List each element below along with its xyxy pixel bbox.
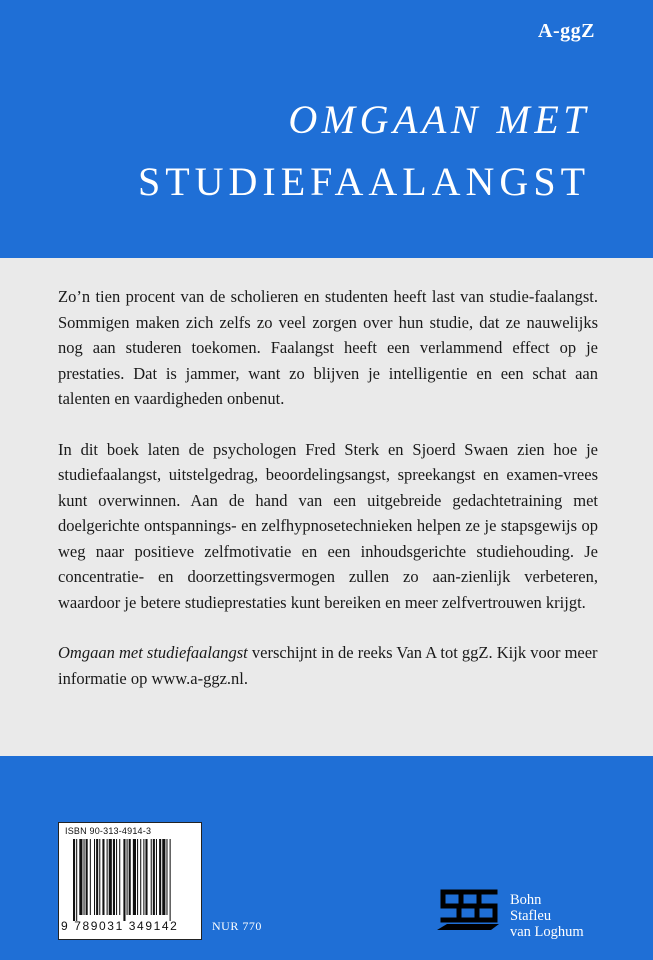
barcode-bar — [113, 839, 115, 915]
title-line-2: STUDIEFAALANGST — [137, 159, 590, 204]
barcode-bar — [109, 839, 112, 915]
publisher-line-2: Stafleu — [510, 908, 552, 924]
barcode-bar — [127, 839, 128, 915]
barcode-bars — [73, 839, 195, 921]
barcode-bar — [133, 839, 136, 915]
barcode-bar — [99, 839, 100, 915]
book-title-italic: Omgaan met studiefaalangst — [58, 643, 248, 662]
series-info-text: verschijnt in de reeks Van A tot ggZ. Kijk voor meer informatie op www.a-ggz.nl. — [58, 643, 598, 688]
barcode — [58, 822, 202, 940]
header-band — [0, 0, 653, 258]
barcode-bar — [86, 839, 88, 915]
barcode-bar — [123, 839, 125, 921]
blurb-paragraph-2: In dit boek laten de psychologen Fred Sterk en Sjoerd Swaen zien hoe je studiefaalangst, uitstelgedrag, beoordelingsangst, spreekangst en examen-vrees kunt overwinnen. Aan de hand van een uitgebreide gedachtetraining met doelgerichte ontspannings- en zelfhypnosetechnieken helpen ze je stapsgewijs op weg naar positieve zelfmotivatie en een inhoudsgerichte studiehouding. Je concentratie- en doorzettingsvermogen zullen zo aan-zienlijk verbeteren, waardoor je betere studieprestaties kunt bereiken en meer zelfvertrouwen krijgt. — [58, 439, 598, 612]
barcode-bar — [151, 839, 152, 915]
barcode-bar — [107, 839, 108, 915]
barcode-bar — [90, 839, 91, 915]
publisher-line-3: van Loghum — [510, 924, 584, 940]
barcode-bar — [170, 839, 171, 921]
barcode-bar — [102, 839, 104, 915]
bsl-logo-icon — [433, 878, 505, 938]
barcode-bar — [159, 839, 161, 915]
barcode-bar — [116, 839, 117, 915]
barcode-bar — [96, 839, 98, 915]
barcode-bar — [143, 839, 144, 915]
barcode-bar — [166, 839, 167, 915]
barcode-bar — [129, 839, 131, 915]
publisher-name — [510, 892, 584, 940]
title-line-1: OMGAAN MET — [288, 97, 590, 142]
barcode-bar — [94, 839, 95, 915]
blurb-panel — [0, 258, 653, 756]
blurb-text — [58, 284, 598, 691]
barcode-bar — [162, 839, 165, 915]
blurb-paragraph-3 — [58, 640, 598, 691]
series-label: A-ggZ — [538, 20, 595, 42]
barcode-bar — [140, 839, 141, 915]
barcode-bar — [145, 839, 147, 915]
barcode-bar — [73, 839, 75, 921]
barcode-bar — [156, 839, 157, 915]
barcode-bar — [119, 839, 120, 915]
blurb-paragraph-1: Zo’n tien procent van de scholieren en studenten heeft last van studie-faalangst. Sommigen maken zich zelfs zo veel zorgen over hun studie, dat ze nauwelijks nog aan studeren toekomen. Faalangst heeft een verlammend effect op je prestaties. Dat is jammer, want zo blijven je intelligentie en een schat aan talenten en vaardigheden onbenut. — [58, 287, 598, 408]
barcode-bar — [84, 839, 85, 915]
barcode-bar — [137, 839, 138, 915]
barcode-bar — [76, 839, 77, 921]
nur-code: NUR 770 — [212, 919, 262, 933]
footer-band — [0, 756, 653, 960]
ean-digits: 9 789031 349142 — [61, 919, 179, 933]
barcode-bar — [79, 839, 82, 915]
publisher-line-1: Bohn — [510, 892, 542, 908]
barcode-bar — [153, 839, 155, 915]
isbn-label: ISBN 90-313-4914-3 — [65, 826, 152, 836]
